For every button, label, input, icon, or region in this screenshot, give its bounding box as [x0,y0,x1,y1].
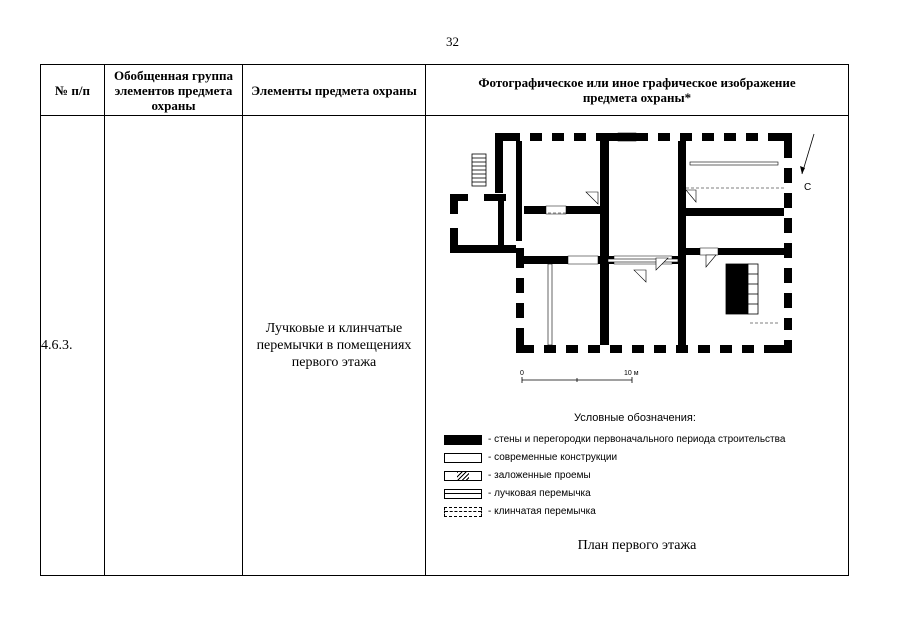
legend-label: - современные конструкции [488,452,618,463]
row-num: 4.6.3. [41,116,105,576]
legend-label: - лучковая перемычка [488,488,591,499]
floor-plan-drawing [438,128,828,358]
wedge-swatch-icon [444,507,482,517]
walls-swatch-icon [444,435,482,445]
legend-label: - заложенные проемы [488,470,591,481]
header-group: Обобщенная группа элементов предмета охраны [105,65,243,116]
scale-end: 10 м [624,370,639,377]
row-elements: Лучковые и клинчатые перемычки в помещениях первого этажа [243,116,426,576]
legend-label: - клинчатая перемычка [488,506,596,517]
image-cell [426,116,849,576]
blocked-swatch-icon [444,471,482,481]
arched-swatch-icon [444,489,482,499]
modern-swatch-icon [444,453,482,463]
protection-table [40,64,849,576]
legend-label: - стены и перегородки первоначального периода строительства [488,434,786,445]
legend-title: Условные обозначения: [574,412,696,424]
scale-start: 0 [520,370,524,377]
header-num: № п/п [41,65,105,116]
table-row [41,116,849,576]
north-label: С [804,182,812,193]
header-image: Фотографическое или иное графическое изображение предмета охраны* [426,65,849,116]
page-number: 32 [446,34,459,49]
plan-caption: План первого этажа [577,538,697,553]
header-elements: Элементы предмета охраны [243,65,426,116]
row-group [105,116,243,576]
scale-bar [518,366,658,392]
table-header-row [41,65,849,116]
